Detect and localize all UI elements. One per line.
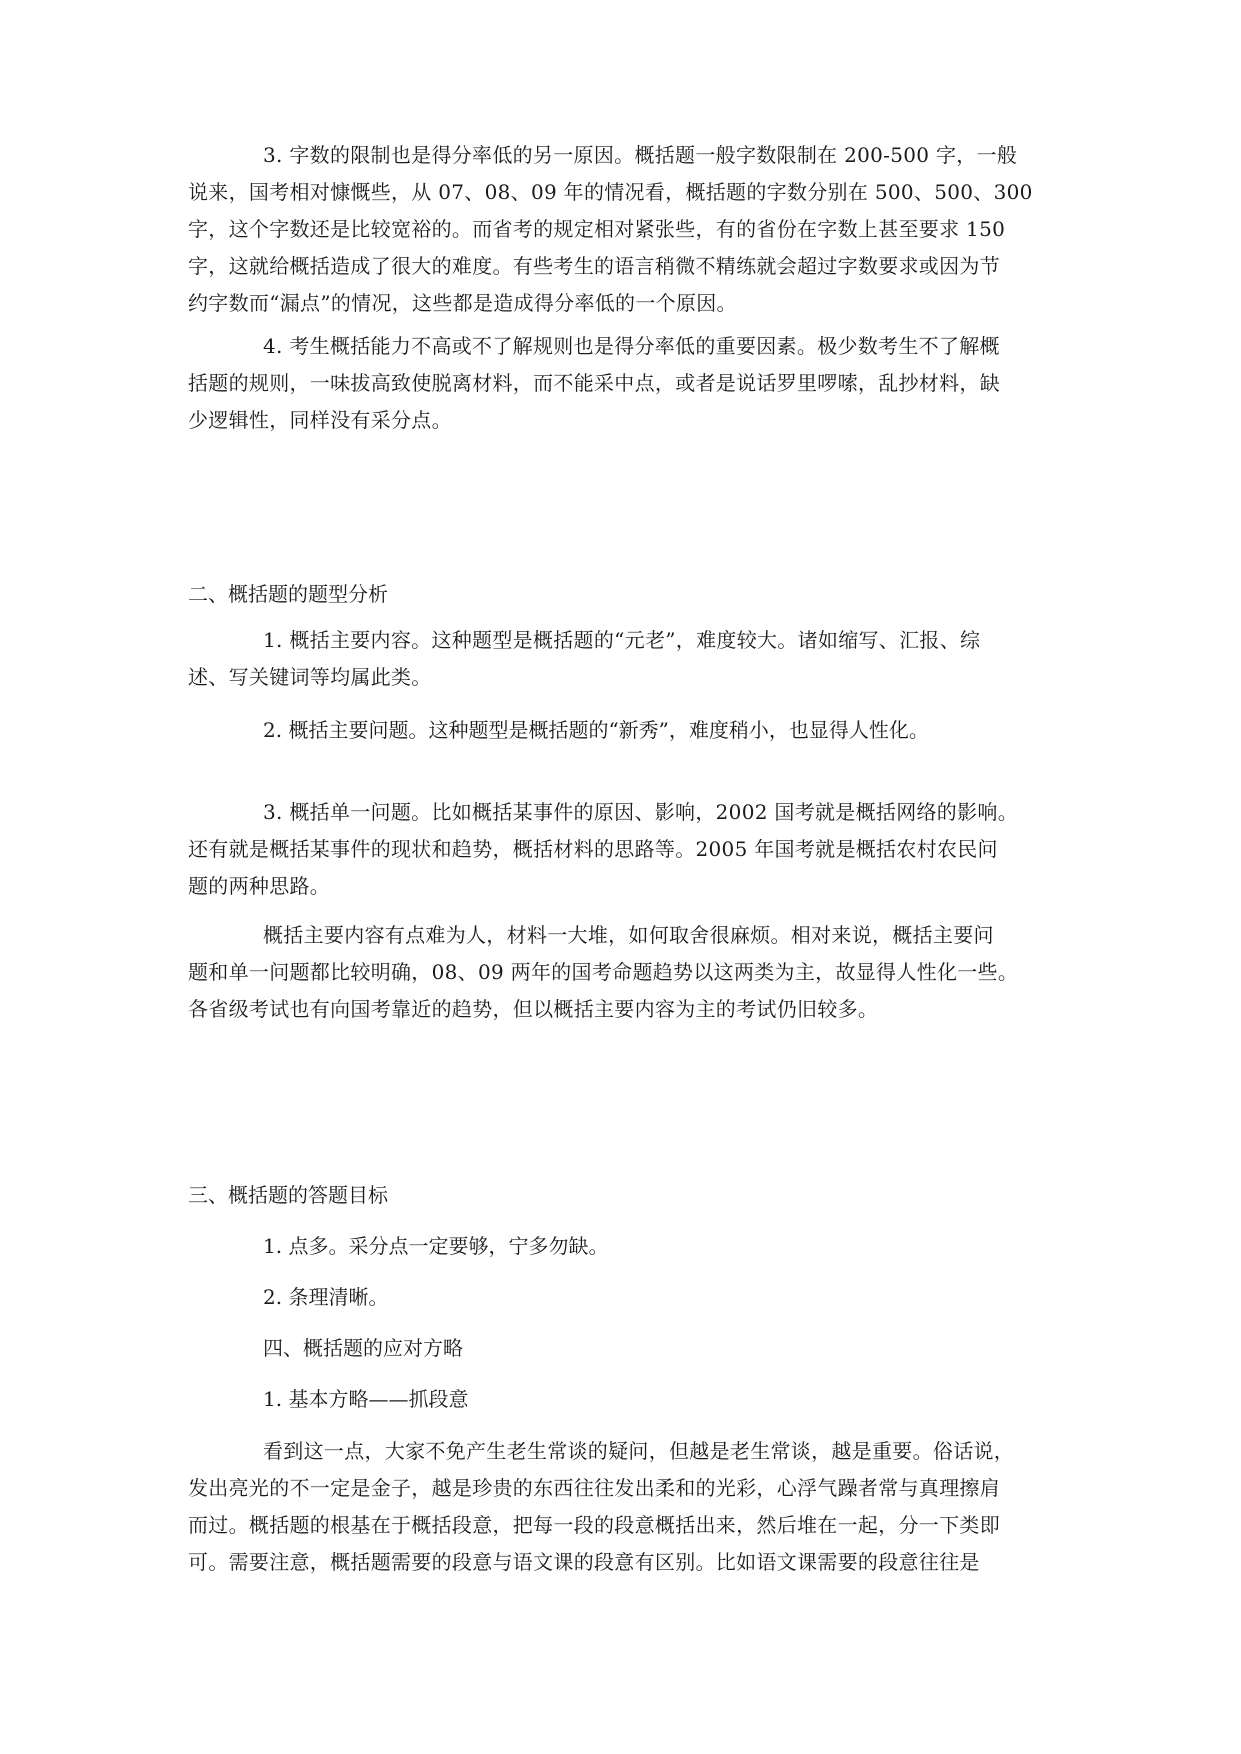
section-3-title: 三、概括题的答题目标 (188, 1183, 388, 1207)
text-line: 可。需要注意，概括题需要的段意与语文课的段意有区别。比如语文课需要的段意往往是 (188, 1550, 980, 1574)
section-2-item-1 (188, 622, 1046, 696)
text-line: 3. 字数的限制也是得分率低的另一原因。概括题一般字数限制在 200-500 字，一般 (263, 143, 1018, 167)
section-2-item-3 (188, 794, 1046, 905)
section-2-item-2: 2. 概括主要问题。这种题型是概括题的“新秀”，难度稍小，也显得人性化。 (263, 718, 929, 742)
section-2-title: 二、概括题的题型分析 (188, 582, 388, 606)
section-3-item-1: 1. 点多。采分点一定要够，宁多勿缺。 (263, 1234, 609, 1258)
text-line: 少逻辑性，同样没有采分点。 (188, 408, 452, 432)
text-line: 还有就是概括某事件的现状和趋势，概括材料的思路等。2005 年国考就是概括农村农民问 (188, 837, 998, 861)
text-line: 说来，国考相对慷慨些，从 07、08、09 年的情况看，概括题的字数分别在 500、500、300 (188, 180, 1033, 204)
section-3-item-2: 2. 条理清晰。 (263, 1285, 389, 1309)
text-line: 题和单一问题都比较明确，08、09 两年的国考命题趋势以这两类为主，故显得人性化一些。 (188, 960, 1019, 984)
text-line: 字，这就给概括造成了很大的难度。有些考生的语言稍微不精练就会超过字数要求或因为节 (188, 254, 1000, 278)
text-line: 发出亮光的不一定是金子，越是珍贵的东西往往发出柔和的光彩，心浮气躁者常与真理擦肩 (188, 1476, 1000, 1500)
text-line: 述、写关键词等均属此类。 (188, 665, 432, 689)
text-line: 各省级考试也有向国考靠近的趋势，但以概括主要内容为主的考试仍旧较多。 (188, 997, 879, 1021)
text-line: 概括主要内容有点难为人，材料一大堆，如何取舍很麻烦。相对来说，概括主要问 (263, 923, 994, 947)
text-line: 看到这一点，大家不免产生老生常谈的疑问，但越是老生常谈，越是重要。俗话说， (263, 1439, 1015, 1463)
text-line: 而过。概括题的根基在于概括段意，把每一段的段意概括出来，然后堆在一起，分一下类即 (188, 1513, 1000, 1537)
text-line: 括题的规则，一味拔高致使脱离材料，而不能采中点，或者是说话罗里啰嗦，乱抄材料，缺 (188, 371, 1000, 395)
section-4-item-1: 1. 基本方略——抓段意 (263, 1387, 469, 1411)
text-line: 1. 概括主要内容。这种题型是概括题的“元老”，难度较大。诸如缩写、汇报、综 (263, 628, 981, 652)
text-line: 3. 概括单一问题。比如概括某事件的原因、影响，2002 国考就是概括网络的影响。 (263, 800, 1018, 824)
section-4-title: 四、概括题的应对方略 (263, 1336, 463, 1360)
paragraph-4 (188, 328, 1046, 439)
text-line: 字，这个字数还是比较宽裕的。而省考的规定相对紧张些，有的省份在字数上甚至要求 150 (188, 217, 1006, 241)
paragraph-3 (188, 137, 1046, 322)
section-4-body (188, 1433, 1046, 1581)
text-line: 题的两种思路。 (188, 874, 331, 898)
text-line: 4. 考生概括能力不高或不了解规则也是得分率低的重要因素。极少数考生不了解概 (263, 334, 1000, 358)
section-2-summary (188, 917, 1046, 1028)
text-line: 约字数而“漏点”的情况，这些都是造成得分率低的一个原因。 (188, 291, 737, 315)
